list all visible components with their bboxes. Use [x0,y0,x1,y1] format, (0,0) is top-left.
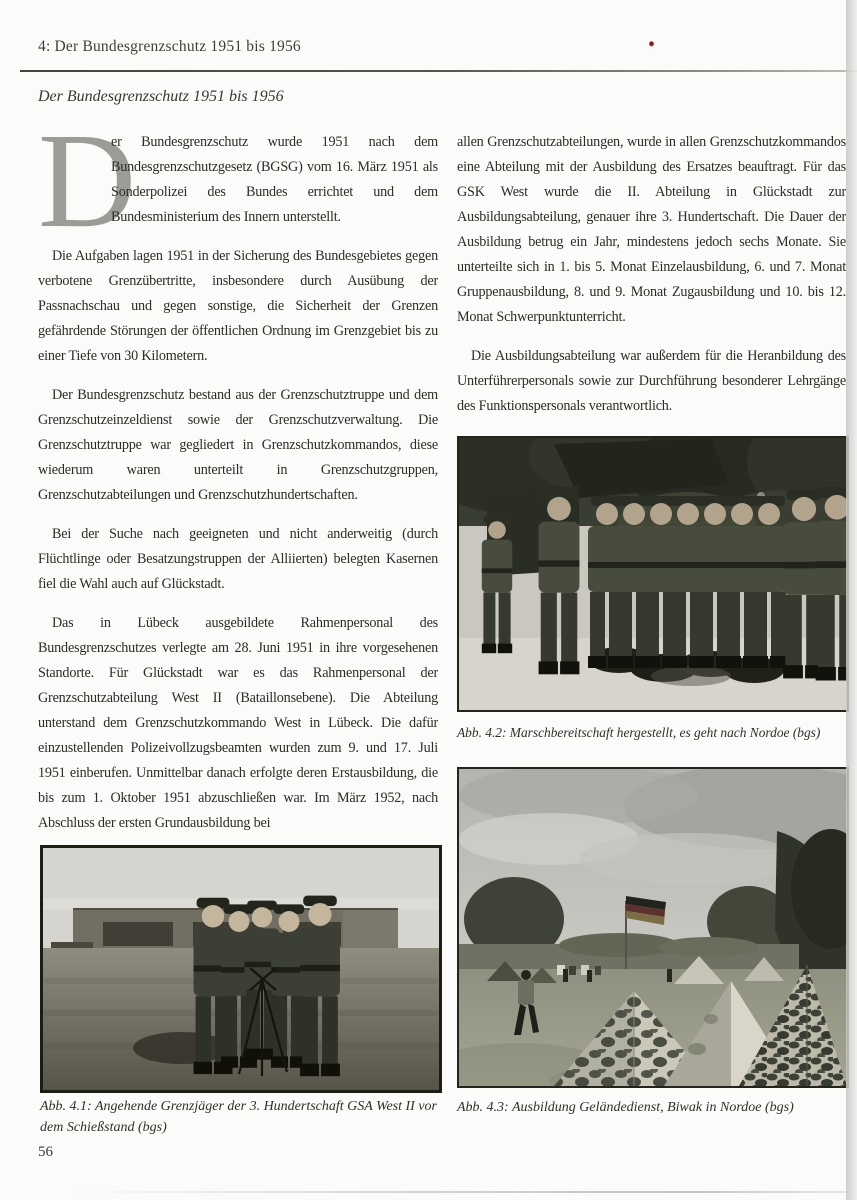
running-header: 4: Der Bundesgrenzschutz 1951 bis 1956 [38,38,301,55]
paragraph-tasks: Die Aufgaben lagen 1951 in der Sicherung des Bundesgebietes gegen verbotene Grenzübertritte, insbesondere durch Ausübung der Passnachschau und gegen sonstige, die Sicherheit der Grenzen gefährdende Störungen der öffentlichen Ordnung im Grenzgebiet bis zu einer Tiefe von 30 Kilometern. [38,248,438,364]
figure-4-3-illustration [459,769,847,1086]
figure-4-1-photo [40,845,442,1093]
paragraph-rahmenpersonal: Das in Lübeck ausgebildete Rahmenpersonal des Bundesgrenzschutzes verlegte am 28. Juni 1951 in ihre vorgesehenen Standorte. Für Glückstadt war es das Rahmenpersonal der Grenzschutzabteilung West II (Bataillonsebene). Die Abteilung unterstand dem Grenzschutzkommando West in Lübeck. Die dafür einzustellenden Polizeivollzugsbeamten wurden zum 9. und 17. Juli 1951 einberufen. Unmittelbar danach erfolgte deren Erstausbildung, die bis zum 1. Oktober 1951 abzuschließen war. Im März 1952, nach Abschluss der ersten Grundausbildung bei [38,615,438,831]
left-column [38,130,438,842]
shadow-blob [133,1032,229,1064]
page-gutter-shadow [846,0,857,1200]
figure-4-2-photo [457,436,849,712]
page-number: 56 [38,1144,53,1160]
header-rule [20,70,857,72]
paragraph-kasernen: Bei der Suche nach geeigneten und nicht anderweitig (durch Flüchtlinge oder Besatzungstruppen der Alliierten) belegten Kasernen fiel die Wahl auch auf Glückstadt. [38,526,438,592]
cloud [579,833,799,885]
paragraph-ausbildungsabteilung: Die Ausbildungsabteilung war außerdem für die Heranbildung des Unterführerpersonals sowie zur Durchführung besonderer Lehrgänge des Funktionspersonals verantwortlich. [457,348,846,414]
figure-4-2-illustration [459,438,847,710]
figure-4-1-caption: Abb. 4.1: Angehende Grenzjäger der 3. Hundertschaft GSA West II vor dem Schießstand (bgs) [40,1099,437,1135]
right-column [457,130,846,432]
figure-4-3-photo [457,767,849,1088]
red-speck [649,41,654,47]
paragraph-intro [38,130,438,256]
figure-4-2-caption: Abb. 4.2: Marschbereitschaft hergestellt, es geht nach Nordoe (bgs) [457,725,821,740]
paragraph-structure: Der Bundesgrenzschutz bestand aus der Grenzschutztruppe und dem Grenzschutzeinzeldienst sowie der Grenzschutzverwaltung. Die Grenzschutztruppe war gegliedert in Grenzschutzkommandos, diese wiederum waren unterteilt in Grenzschutzgruppen, Grenzschutzabteilungen und Grenzschutzhundertschaften. [38,387,438,503]
bottom-scan-shadow [70,1191,847,1193]
paragraph-intro-text: er Bundesgrenzschutz wurde 1951 nach dem Bundesgrenzschutzgesetz (BGSG) vom 16. März 1951 als Sonderpolizei des Bundes errichtet und dem Bundesministerium des Innern unterstellt. [111,134,438,225]
figure-4-3-caption: Abb. 4.3: Ausbildung Geländedienst, Biwak in Nordoe (bgs) [457,1100,794,1115]
section-title: Der Bundesgrenzschutz 1951 bis 1956 [38,88,284,105]
drop-cap: D [38,130,137,256]
figure-4-1-illustration [43,848,439,1090]
paragraph-ausbildung: allen Grenzschutzabteilungen, wurde in allen Grenzschutzkommandos eine Abteilung mit der Ausbildung des Ersatzes beauftragt. Für das GSK West wurde die II. Abteilung in Glückstadt zur Ausbildungsabteilung, genauer ihre 3. Hundertschaft. Die Dauer der Ausbildung betrug ein Jahr, mindestens jedoch sechs Monate. Sie unterteilte sich in 1. bis 5. Monat Einzelausbildung, 6. und 7. Monat Gruppenausbildung, 8. und 9. Monat Zugausbildung und 10. bis 12. Monat Schwerpunktunterricht. [457,134,846,325]
